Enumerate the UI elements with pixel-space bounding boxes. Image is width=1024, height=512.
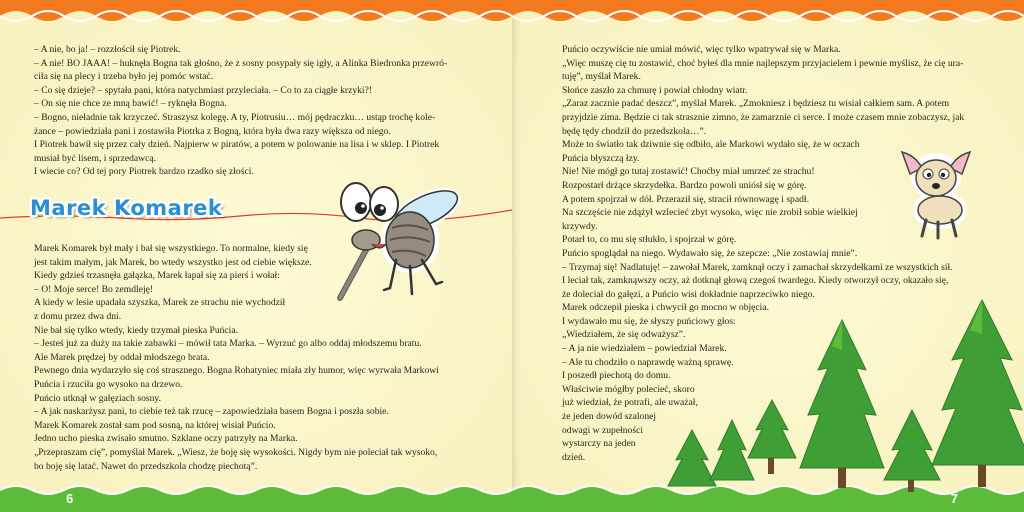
text-line: I wiecie co? Od tej pory Piotrek bardzo rzadko się złości. — [34, 166, 254, 178]
text-line: – Trzymaj się! Nadlatuję! – zawołał Marek, zamknął oczy i zamachał skrzydełkami ze wszystkich sił. — [562, 261, 953, 273]
text-line: ciła się na plecy i trzeba było jej pomóc wstać. — [34, 71, 214, 83]
text-line: Potarł to, co mu się stłukło, i spojrzał w górę. — [562, 234, 737, 246]
text-line: „Wiedziałem, że się odważysz”. — [562, 329, 686, 341]
text-line: – Ale tu chodziło o naprawdę ważną sprawę. — [562, 356, 734, 368]
text-line: przyjdzie zima. Będzie ci tak strasznie zimno, że zamarznie ci serce. I może czasem mnie zobaczysz, jak — [562, 111, 965, 123]
text-line: Marek Komarek był mały i bał się wszystkiego. To normalne, kiedy się — [34, 243, 308, 254]
text-line: I leciał tak, zamknąwszy oczy, aż dotknął głową czegoś twardego. Kiedy otworzył oczy, okazało się, — [562, 275, 949, 287]
right-text-block — [562, 43, 964, 464]
text-line: żance – powiedziała pani i zostawiła Piotrka z Bogną, która była dwa razy większa od niego. — [34, 125, 391, 137]
page-number: 6 — [66, 491, 74, 506]
text-line: „Zaraz zacznie padać deszcz”, myślał Marek. „Zmokniesz i będziesz tu wisiał całkiem sam. A potem — [562, 98, 950, 110]
text-line: Może to światło tak dziwnie się odbiło, ale Markowi wydało się, że w oczach — [562, 139, 860, 151]
text-line: Słońce zaszło za chmurę i powiał chłodny wiatr. — [562, 84, 748, 96]
text-line: – Co się dzieje? – spytała pani, która natychmiast przyleciała. – Co to za ciągłe krzyki?! — [34, 84, 373, 96]
page-number: 7 — [950, 491, 958, 506]
text-line: Puńcia błyszczą łzy. — [562, 152, 640, 164]
text-line: Puńcio spoglądał na niego. Wydawało się, że szepcze: „Nie zostawiaj mnie”. — [562, 247, 858, 259]
text-line: wystarczy na jeden — [562, 438, 636, 450]
text-line: Pewnego dnia wydarzyło się coś strasznego. Bogna Rohatyniec miała zły humor, więc wyrwała Markowi — [34, 365, 439, 377]
text-line: Na szczęście nie zdążył wzlecieć zbyt wysoko, więc nie zrobił sobie wielkiej — [562, 207, 858, 219]
intro-text-block — [34, 43, 447, 179]
text-line: Marek odczepił pieska i chwycił go mocno w objęcia. — [562, 302, 769, 314]
top-wave-band — [0, 0, 512, 30]
text-line: odwagi w zupełności — [562, 424, 643, 436]
text-line: bo boję się latać. Nawet do przedszkola chodzę piechotą”. — [34, 460, 258, 472]
text-line: A kiedy w lesie upadała szyszka, Marek ze strachu nie wychodził — [34, 297, 286, 309]
text-line: A potem spojrzał w dół. Przeraził się, stracił równowagę i spadł. — [562, 193, 809, 205]
text-line: I wydawało mu się, że słyszy puńciowy głos: — [562, 315, 736, 327]
text-line: – O! Moje serce! Bo zemdleję! — [34, 283, 154, 295]
text-line: Marek Komarek został sam pod sosną, na której wisiał Puńcio. — [34, 419, 276, 431]
text-line: I Piotrek bawił się przez cały dzień. Najpierw w piratów, a potem w polowanie na lisa i w sklep. I Piotrek — [34, 139, 440, 151]
text-line: Nie! Nie mógł go tutaj zostawić! Choćby miał umrzeć ze strachu! — [562, 166, 815, 178]
text-line: Ale Marek prędzej by oddał młodszego brata. — [34, 351, 210, 363]
text-line: – A jak naskarżysz pani, to ciebie też tak rzucę – zapowiedziała basem Bogna i poszła sobie. — [34, 406, 389, 418]
text-line: jest takim małym, jak Marek, bo wtedy wszystko jest od ciebie większe. — [34, 256, 312, 268]
text-line: musiał być lisem, i sprzedawcą. — [34, 152, 157, 164]
text-line: Nie bał się tylko wtedy, kiedy trzymał pieska Puńcia. — [34, 324, 238, 336]
text-line: będę tędy chodził do przedszkola…”. — [562, 125, 707, 137]
text-line: „Więc muszę cię tu zostawić, choć byłeś dla mnie najlepszym przyjacielem i pewnie myślisz, że cię ura- — [562, 57, 964, 69]
text-line: Puńcio oczywiście nie umiał mówić, więc tylko wpatrywał się w Marka. — [562, 44, 841, 55]
top-wave-band — [512, 0, 1024, 30]
text-line: Rozpostarł drżące skrzydełka. Bardzo powoli uniósł się w górę. — [562, 179, 807, 191]
text-line: Kiedy gdzieś trzasnęła gałązka, Marek łapał się za pierś i wołał: — [34, 270, 280, 282]
text-line: tuję”, myślał Marek. — [562, 71, 641, 83]
text-line: – Jesteś już za duży na takie zabawki – mówił tata Marka. – Wyrzuć go albo oddaj młodszemu bratu. — [34, 338, 422, 350]
text-line: – On się nie chce ze mną bawić! – ryknęła Bogna. — [34, 98, 227, 110]
text-line: „Przepraszam cię”, pomyślał Marek. „Wiesz, że boję się wysokości. Nigdy bym nie poleciał tak wysoko, — [34, 446, 438, 458]
text-line: krzywdy. — [562, 220, 598, 232]
text-line: Właściwie mógłby polecieć, skoro — [562, 383, 695, 395]
text-line: I poszedł piechotą do domu. — [562, 370, 671, 382]
text-line: – Bogno, nieładnie tak krzyczeć. Straszysz kolegę. A ty, Piotrusiu… mój pędraczku… ustąp trochę kole- — [34, 111, 436, 123]
right-page — [512, 0, 1024, 512]
text-line: już wiedział, że potrafi, ale uważał, — [562, 397, 698, 409]
bottom-wave-band — [0, 478, 512, 512]
text-line: – A nie, bo ja! – rozzłościł się Piotrek. — [34, 44, 181, 55]
text-line: Puńcia i rzuciła go wysoko na drzewo. — [34, 378, 183, 390]
story-title: Marek Komarek — [30, 196, 223, 220]
text-line: Puńcio utknął w gałęziach sosny. — [34, 392, 161, 404]
text-line: że jeden dowód szalonej — [562, 411, 657, 423]
story-text-block — [34, 242, 439, 473]
text-line: dzień. — [562, 451, 586, 463]
text-line: – A ja nie wiedziałem – powiedział Marek. — [562, 343, 727, 355]
text-line: że doleciał do gałęzi, a Puńcio wisi dokładnie naprzeciwko niego. — [562, 288, 815, 300]
text-line: – A nie! BO JAAA! – huknęła Bogna tak głośno, że z sosny posypały się igły, a Alinka Biedronka przewró- — [34, 57, 448, 69]
text-line: Jedno ucho pieska zwisało smutno. Szklane oczy patrzyły na Marka. — [34, 433, 298, 445]
text-line: z domu przez dwa dni. — [34, 310, 122, 322]
